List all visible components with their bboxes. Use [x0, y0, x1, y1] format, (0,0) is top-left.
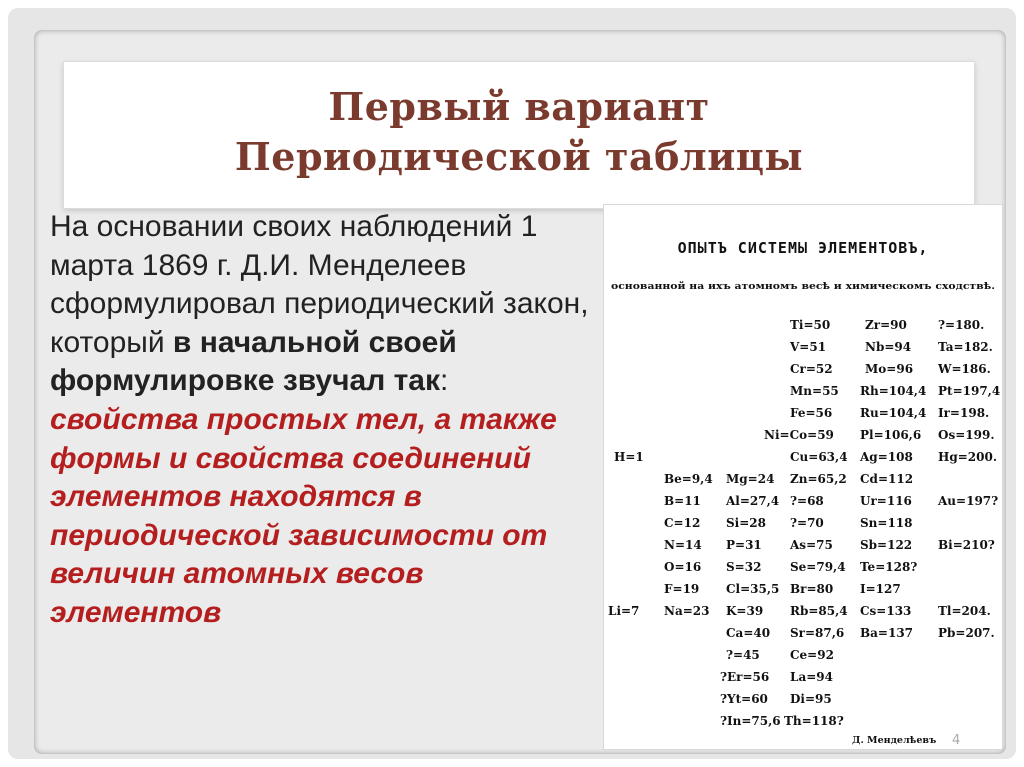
element-cell: Si=28 — [726, 516, 766, 530]
element-cell: ?=180. — [938, 318, 985, 332]
element-cell: Zr=90 — [865, 318, 907, 332]
slide-frame — [8, 8, 1016, 759]
element-cell: Ru=104,4 — [860, 406, 927, 420]
element-cell: Br=80 — [790, 582, 834, 596]
element-cell: Mn=55 — [790, 384, 839, 398]
element-cell: Cl=35,5 — [726, 582, 780, 596]
element-cell: Cu=63,4 — [790, 450, 848, 464]
element-cell: Ag=108 — [860, 450, 913, 464]
element-cell: Au=197? — [938, 494, 999, 508]
element-cell: Cr=52 — [790, 362, 833, 376]
element-cell: La=94 — [790, 670, 833, 684]
element-cell: ?Er=56 — [720, 670, 770, 684]
element-cell: W=186. — [938, 362, 991, 376]
table-subheading: основанной на ихъ атомномъ весѣ и химическомъ сходствѣ. — [611, 281, 995, 292]
element-cell: Rh=104,4 — [860, 384, 927, 398]
body-bold: в начальной своей формулировке звучал так — [50, 325, 457, 398]
element-cell: Pl=106,6 — [860, 428, 922, 442]
element-cell: Sr=87,6 — [790, 626, 845, 640]
element-cell: ?=70 — [790, 516, 824, 530]
element-cell: Sb=122 — [860, 538, 913, 552]
element-cell: V=51 — [790, 340, 827, 354]
body-colon: : — [440, 364, 449, 398]
element-cell: C=12 — [664, 516, 701, 530]
element-cell: Zn=65,2 — [790, 472, 847, 486]
element-cell: Ce=92 — [790, 648, 834, 662]
element-cells — [608, 318, 1000, 728]
title-line-1: Первый вариант — [328, 84, 710, 129]
element-cell: Cd=112 — [860, 472, 914, 486]
table-heading: ОПЫТЪ СИСТЕМЫ ЭЛЕМЕНТОВЪ, — [677, 239, 929, 257]
element-cell: Te=128? — [860, 560, 918, 574]
element-cell: N=14 — [664, 538, 702, 552]
slide-title — [64, 82, 974, 182]
element-cell: Ur=116 — [860, 494, 912, 508]
element-cell: H=1 — [614, 450, 644, 464]
element-cell: I=127 — [860, 582, 901, 596]
element-cell: Se=79,4 — [790, 560, 846, 574]
element-cell: As=75 — [790, 538, 833, 552]
element-cell: B=11 — [664, 494, 701, 508]
element-cell: ?In=75,6 — [720, 714, 781, 728]
element-cell: Th=118? — [784, 714, 844, 728]
signature: Д. Менделѣевъ — [852, 735, 937, 746]
body-text — [50, 208, 598, 633]
element-cell: Nb=94 — [865, 340, 912, 354]
element-cell: F=19 — [664, 582, 700, 596]
element-cell: Rb=85,4 — [790, 604, 848, 618]
element-cell: Mg=24 — [726, 472, 775, 486]
element-cell: Al=27,4 — [726, 494, 780, 508]
element-cell: Mo=96 — [865, 362, 914, 376]
element-cell: Bi=210? — [938, 538, 995, 552]
element-cell: S=32 — [726, 560, 762, 574]
element-cell: Ir=198. — [938, 406, 990, 420]
periodic-law-statement: свойства простых тел, а также формы и свойства соединений элементов находятся в периодической зависимости от величин атомных весов элементов — [50, 402, 557, 629]
element-cell: Cs=133 — [860, 604, 912, 618]
element-cell: Ca=40 — [726, 626, 771, 640]
element-cell: Li=7 — [608, 604, 640, 618]
element-cell: Di=95 — [790, 692, 832, 706]
element-cell: ?Yt=60 — [720, 692, 768, 706]
element-cell: Be=9,4 — [664, 472, 713, 486]
element-cell: Ba=137 — [860, 626, 914, 640]
body-intro: На основании своих наблюдений 1 марта 1869 г. Д.И. Менделеев сформулировал периодический закон, который — [50, 210, 589, 359]
element-cell: K=39 — [726, 604, 764, 618]
element-cell: Na=23 — [664, 604, 710, 618]
element-cell: P=31 — [726, 538, 762, 552]
element-cell: Ti=50 — [790, 318, 831, 332]
mendeleev-table-image — [604, 205, 1002, 749]
page-number: 4 — [952, 733, 961, 748]
slide — [34, 30, 1006, 754]
element-cell: Ta=182. — [938, 340, 993, 354]
element-cell: Tl=204. — [938, 604, 991, 618]
title-line-2: Периодической таблицы — [234, 134, 804, 179]
element-cell: Os=199. — [938, 428, 995, 442]
element-cell: Fe=56 — [790, 406, 833, 420]
element-cell: Pb=207. — [938, 626, 995, 640]
element-cell: Pt=197,4 — [938, 384, 1001, 398]
element-cell: Sn=118 — [860, 516, 913, 530]
element-cell: O=16 — [664, 560, 702, 574]
element-cell: ?=68 — [790, 494, 824, 508]
element-cell: Hg=200. — [938, 450, 998, 464]
element-cell: Ni=Co=59 — [764, 428, 834, 442]
title-box — [64, 62, 974, 208]
element-cell: ?=45 — [726, 648, 760, 662]
